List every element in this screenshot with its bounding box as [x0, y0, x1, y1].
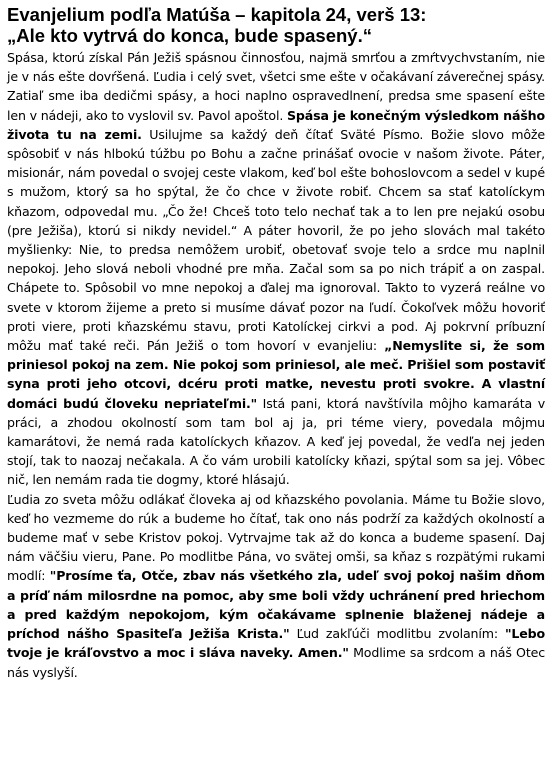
document-title — [7, 4, 545, 46]
text-run: Ľudia zo sveta môžu odlákať človeka aj od kňazského povolania. Máme tu Božie slovo, keď ho vezmeme do rúk a budeme ho čítať, tak ono nás podrží za každých okolností a budeme mať v sebe Kristov pokoj. Vytrvajme tak až do konca a budeme spasení. Daj nám väčšiu vieru, Pane. Po modlitbe Pána, vo svätej omši, sa kňaz s rozpätými rukami modlí: — [7, 491, 545, 584]
text-run: Spása, ktorú získal Pán Ježiš spásnou činnosťou, najmä smrťou a zmŕtvychvstaním, nie je v nás ešte dovŕšená. Ľudia i celý svet, všetci sme ešte v očakávaní záverečnej spásy. Zatiaľ sme iba dedičmi spásy, a hoci naplno ospravedlnení, predsa sme spasení ešte len v nádeji, ako to vyslovil sv. Pavol apoštol. — [7, 50, 545, 123]
body-paragraph-2 — [7, 490, 545, 682]
body-paragraph-1 — [7, 48, 545, 490]
prayer-quote: "Prosíme ťa, Otče, zbav nás všetkého zla, udeľ svoj pokoj našim dňom a príď nám milosrdne na pomoc, aby sme boli vždy uchránení pred hriechom a pred každým nepokojom, kým očakávame splnenie blaženej nádeje a príchod nášho Spasiteľa Ježiša Krista." — [7, 568, 545, 642]
title-line-1: Evanjelium podľa Matúša – kapitola 24, verš 13: — [7, 4, 427, 25]
bold-statement: Spása je konečným výsledkom nášho života tu na zemi. — [7, 107, 545, 142]
document-page — [7, 4, 545, 682]
text-run: Usilujme sa každý deň čítať Sväté Písmo. Božie slovo môže spôsobiť v nás hlbokú túžbu po Bohu a začne prinášať ovocie v našom živote. Páter, misionár, nám povedal o svojej ceste vlakom, keď bol ešte bohoslovcom a sedel v kupé s mužom, ktorý sa ho spýtal, že čo chce v živote robiť. Chcem sa stať katolíckym kňazom, odpovedal mu. „Čo že! Chceš toto telo nechať tak a to len pre nejakú osobu (pre Ježiša), ktorú si nikdy nevidel.“ A páter hovoril, že po jeho slovách mal takéto myšlienky: Nie, to predsa nemôžem urobiť, obetovať svoje telo a srdce mu naplnil nepokoj. Jeho slová neboli vhodné pre mňa. Začal som sa po nich trápiť a on zaspal. Chápete to. Spôsobil vo mne nepokoj a ďalej ma ignoroval. Takto to vyzerá reálne vo svete v ktorom žijeme a preto si musíme dávať pozor na ľudí. Čokoľvek môžu hovoriť proti viere, proti kňazskému stavu, proti Katolíckej cirkvi a pod. Aj pokrvní príbuzní môžu mať také reči. Pán Ježiš o tom hovorí v evanjeliu: — [7, 126, 545, 354]
doxology-quote: "Lebo tvoje je kráľovstvo a moc i sláva naveky. Amen." — [7, 626, 546, 661]
text-run: Ľud zakľúči modlitbu zvolaním: — [289, 626, 505, 642]
title-line-2: „Ale kto vytrvá do konca, bude spasený.“ — [7, 25, 372, 46]
text-run: Istá pani, ktorá navštívila môjho kamaráta v práci, a zhodou okolností som tam bol aj ja, pri téme viery, povedala môjmu kamarátovi, že nemá rada katolíckych kňazov. A keď jej povedal, že vedľa nej jeden stojí, tak to naozaj nečakala. A čo vám urobili katolícky kňazi, spýtal som sa jej. Vôbec nič, len nemám rada tie dogmy, ktoré hlásajú. — [7, 395, 545, 488]
gospel-quote: „Nemyslite si, že som priniesol pokoj na zem. Nie pokoj som priniesol, ale meč. Prišiel som postaviť syna proti jeho otcovi, dcéru proti matke, nevestu proti svokre. A vlastní domáci budú človeku nepriateľmi." — [7, 338, 545, 411]
text-run: Modlime sa srdcom a náš Otec nás vyslyší. — [7, 645, 545, 680]
